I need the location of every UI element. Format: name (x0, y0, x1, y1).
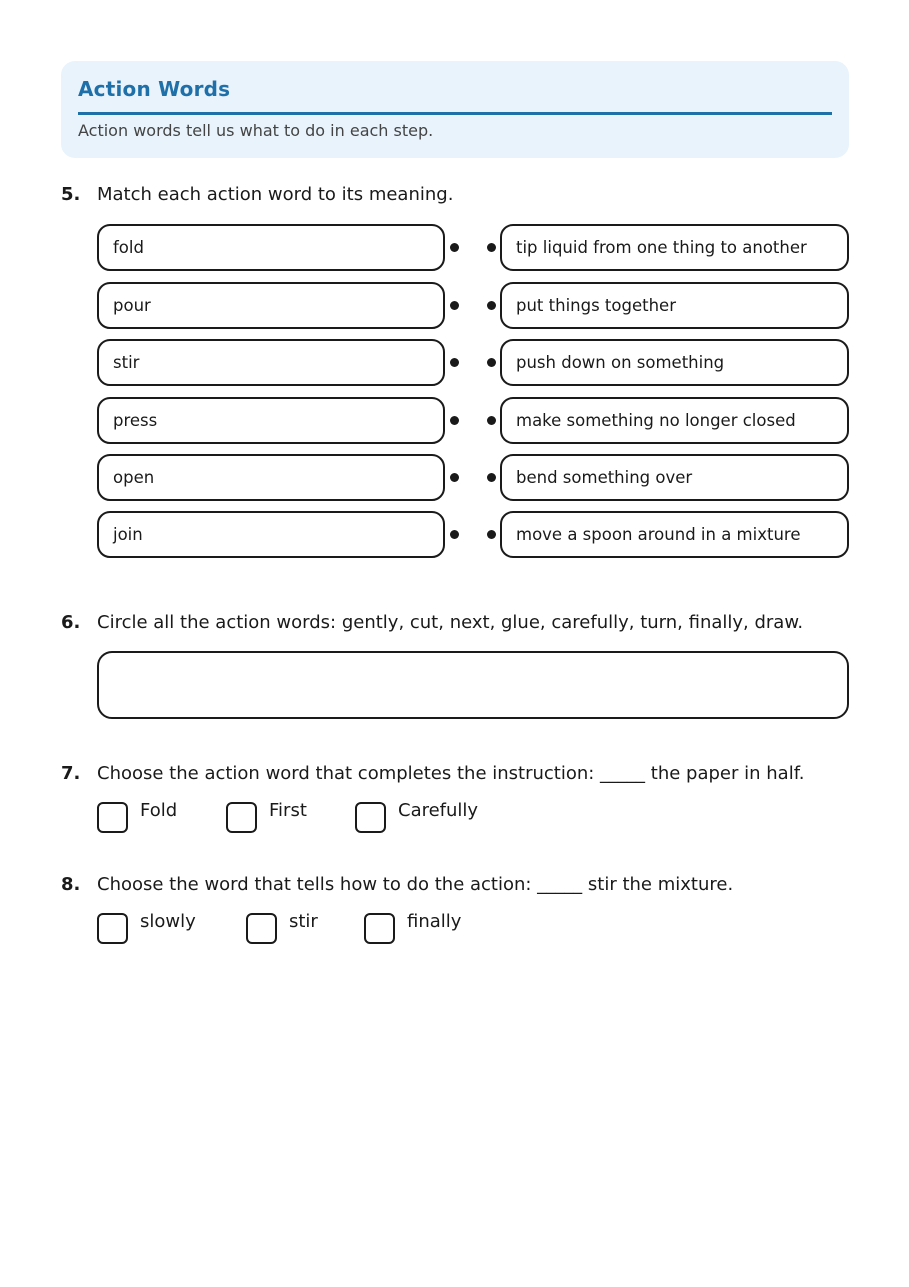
question-5-prompt: Match each action word to its meaning. (97, 184, 454, 205)
question-7-number: 7. (61, 763, 81, 784)
answer-box[interactable] (97, 651, 849, 719)
checkbox[interactable] (355, 802, 386, 833)
info-text: Action words tell us what to do in each step. (78, 121, 434, 140)
match-dot-right[interactable] (487, 473, 496, 482)
match-meaning[interactable]: tip liquid from one thing to another (500, 224, 849, 271)
match-word-fold[interactable]: fold (97, 224, 445, 271)
question-8-number: 8. (61, 874, 81, 895)
match-meaning[interactable]: bend something over (500, 454, 849, 501)
question-6-number: 6. (61, 612, 81, 633)
checkbox[interactable] (97, 913, 128, 944)
info-title: Action Words (78, 77, 231, 101)
option-label: finally (407, 911, 462, 932)
option-label: slowly (140, 911, 196, 932)
match-dot-left[interactable] (450, 416, 459, 425)
option-label: Carefully (398, 800, 479, 821)
match-dot-right[interactable] (487, 358, 496, 367)
info-box (61, 61, 849, 158)
option-label: stir (289, 911, 318, 932)
match-dot-right[interactable] (487, 530, 496, 539)
checkbox[interactable] (246, 913, 277, 944)
match-word-stir[interactable]: stir (97, 339, 445, 386)
question-5-number: 5. (61, 184, 81, 205)
match-dot-left[interactable] (450, 530, 459, 539)
match-meaning[interactable]: make something no longer closed (500, 397, 849, 444)
match-word-open[interactable]: open (97, 454, 445, 501)
match-meaning[interactable]: put things together (500, 282, 849, 329)
match-meaning[interactable]: move a spoon around in a mixture (500, 511, 849, 558)
match-dot-left[interactable] (450, 473, 459, 482)
match-word-pour[interactable]: pour (97, 282, 445, 329)
checkbox[interactable] (97, 802, 128, 833)
match-word-join[interactable]: join (97, 511, 445, 558)
match-meaning[interactable]: push down on something (500, 339, 849, 386)
checkbox[interactable] (364, 913, 395, 944)
match-dot-right[interactable] (487, 416, 496, 425)
question-8-prompt: Choose the word that tells how to do the action: _____ stir the mixture. (97, 874, 734, 895)
match-dot-left[interactable] (450, 301, 459, 310)
match-dot-left[interactable] (450, 358, 459, 367)
question-7-prompt: Choose the action word that completes the instruction: _____ the paper in half. (97, 763, 805, 784)
match-dot-right[interactable] (487, 301, 496, 310)
match-dot-right[interactable] (487, 243, 496, 252)
match-dot-left[interactable] (450, 243, 459, 252)
info-divider (78, 112, 832, 115)
match-word-press[interactable]: press (97, 397, 445, 444)
option-label: Fold (140, 800, 178, 821)
question-6-prompt: Circle all the action words: gently, cut, next, glue, carefully, turn, finally, draw. (97, 612, 804, 633)
checkbox[interactable] (226, 802, 257, 833)
option-label: First (269, 800, 307, 821)
